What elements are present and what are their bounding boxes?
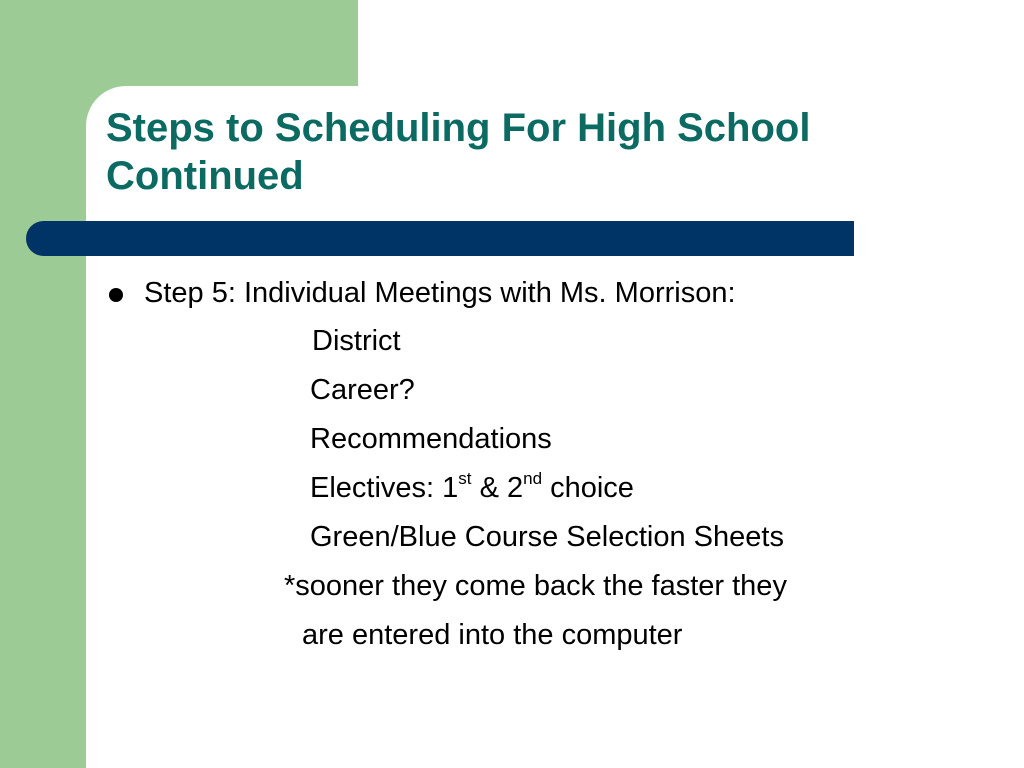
item-recommendations: Recommendations (310, 423, 552, 455)
electives-superscript-2: nd (523, 469, 543, 489)
item-course-selection-sheets: Green/Blue Course Selection Sheets (310, 521, 784, 553)
slide-title-line-2: Continued (106, 154, 304, 198)
electives-suffix: choice (542, 472, 634, 504)
step-5-bullet-text: Step 5: Individual Meetings with Ms. Morrison: (144, 277, 736, 309)
electives-prefix: Electives: 1 (310, 472, 459, 504)
item-career: Career? (310, 374, 415, 406)
slide-title-line-1: Steps to Scheduling For High School (106, 106, 811, 150)
note-line-2: are entered into the computer (302, 619, 683, 651)
electives-mid: & 2 (471, 472, 524, 504)
electives-superscript-1: st (458, 469, 472, 489)
bullet-dot-icon (109, 288, 123, 302)
note-line-1: *sooner they come back the faster they (284, 570, 787, 602)
item-electives (310, 471, 634, 505)
item-district: District (312, 325, 401, 357)
